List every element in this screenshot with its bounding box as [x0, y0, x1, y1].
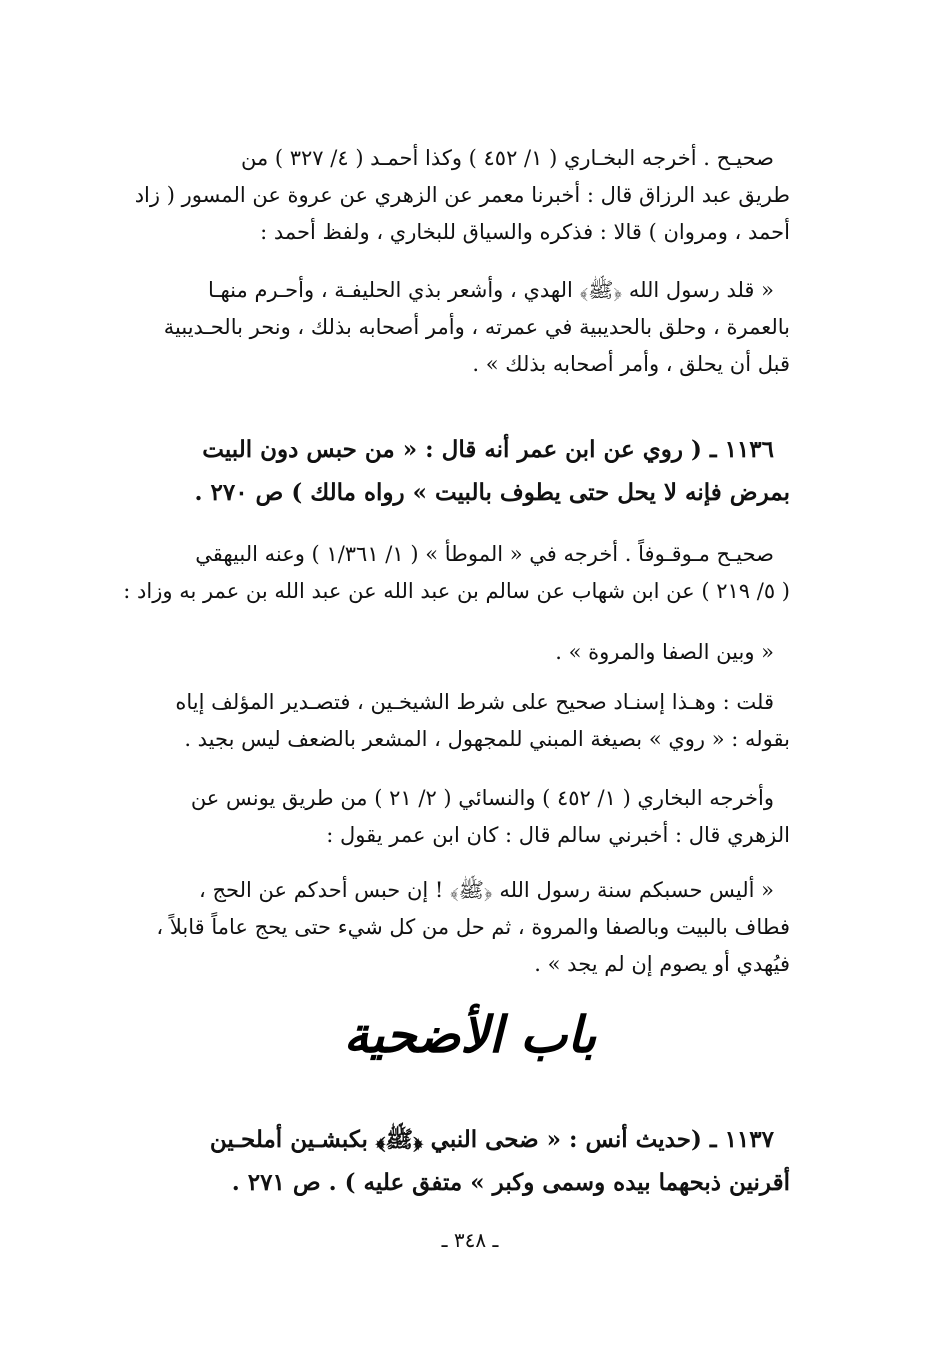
text-line: أحمد ، ومروان ) قالا : فذكره والسياق للبخاري ، ولفظ أحمد : [260, 220, 790, 244]
paragraph-quote-3 [110, 872, 790, 983]
text-line: « وبين الصفا والمروة » . [555, 640, 774, 664]
paragraph-quote-2 [110, 634, 790, 671]
text-line: بالعمرة ، وحلق بالحديبية في عمرته ، وأمر أصحابه بذلك ، ونحر بالحـديبية [163, 315, 790, 339]
hadith-1137 [110, 1118, 790, 1204]
text-line: فطاف بالبيت وبالصفا والمروة ، ثم حل من كل شيء حتى يحج عاماً قابلاً ، [156, 915, 790, 939]
paragraph-takhrij-1 [110, 140, 790, 251]
text-line: قبل أن يحلق ، وأمر أصحابه بذلك » . [472, 352, 790, 376]
page-number: ـ ٣٤٨ ـ [441, 1228, 499, 1252]
text-line: أقرنين ذبحهما بيده وسمى وكبر » متفق عليه ) . ص ٢٧١ . [231, 1169, 790, 1196]
text-line: الزهري قال : أخبرني سالم قال : كان ابن عمر يقول : [326, 823, 790, 847]
text-line: بقوله : « روي » بصيغة المبني للمجهول ، المشعر بالضعف ليس بجيد . [184, 727, 790, 751]
text-line: ١١٣٦ ـ ( روي عن ابن عمر أنه قال : « من حبس دون البيت [202, 436, 774, 463]
text-line: وأخرجه البخاري ( ١/ ٤٥٢ ) والنسائي ( ٢/ ٢١ ) من طريق يونس عن [190, 786, 774, 810]
text-line: بمرض فإنه لا يحل حتى يطوف بالبيت » رواه مالك ) ص ٢٧٠ . [194, 479, 790, 506]
hadith-1136 [110, 428, 790, 514]
text-line: فيُهدي أو يصوم إن لم يجد » . [534, 952, 790, 976]
text-line: « قلد رسول الله ﴿ﷺ﴾ الهدي ، وأشعر بذي الحليفـة ، وأحـرم منهـا [207, 278, 774, 302]
paragraph-takhrij-3 [110, 780, 790, 854]
text-line: قلت : وهـذا إسنـاد صحيح على شرط الشيخـين ، فتصـدير المؤلف إياه [175, 690, 774, 714]
text-line: « أليس حسبكم سنة رسول الله ﴿ﷺ﴾ ! إن حبس أحدكم عن الحج ، [199, 878, 774, 902]
text-line: طريق عبد الرزاق قال : أخبرنا معمر عن الزهري عن عروة عن المسور ( زاد [134, 183, 790, 207]
paragraph-quote-1 [110, 272, 790, 383]
text-line: ( ٥/ ٢١٩ ) عن ابن شهاب عن سالم بن عبد الله عن عبد الله بن عمر به وزاد : [123, 579, 790, 603]
text-line: صحيـح مـوقـوفاً . أخرجه في « الموطأ » ( ١/ ١/٣٦١ ) وعنه البيهقي [195, 542, 774, 566]
text-line: صحيـح . أخرجه البخـاري ( ١/ ٤٥٢ ) وكذا أحمـد ( ٤/ ٣٢٧ ) من [240, 146, 774, 170]
text-line: ١١٣٧ ـ (حديث أنس : « ضحى النبي ﴿ﷺ﴾ بكبشـين أملحـين [209, 1126, 774, 1153]
paragraph-takhrij-2 [110, 536, 790, 610]
section-heading: باب الأضحية [343, 1005, 597, 1064]
paragraph-comment [110, 684, 790, 758]
